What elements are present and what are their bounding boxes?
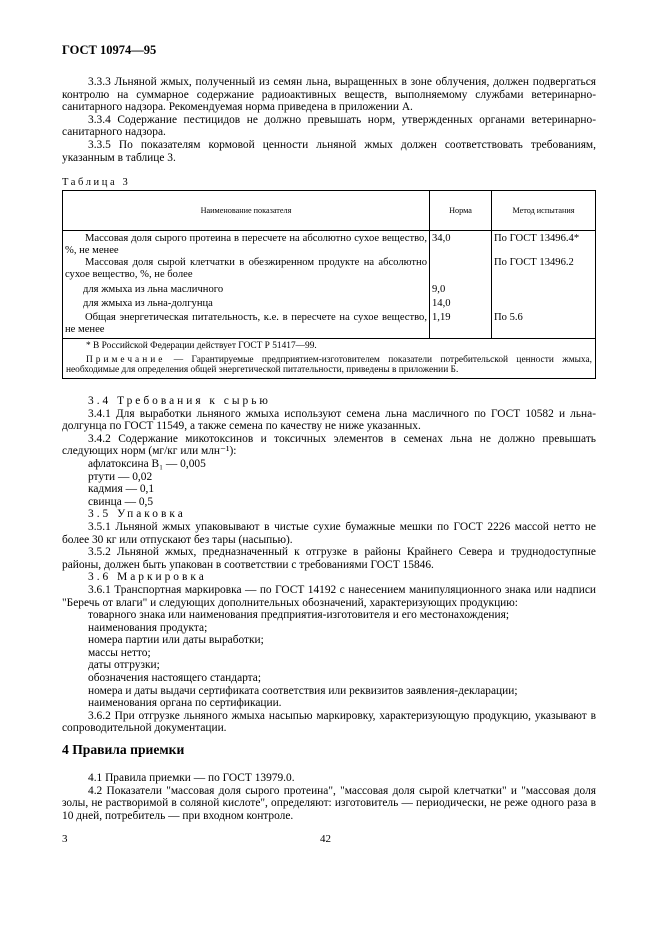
table-3 (62, 190, 596, 379)
table-cell-method: По 5.6 (492, 310, 596, 339)
section-3-5-heading: 3.5 Упаковка (88, 508, 186, 521)
marking-item: номера партии или даты выработки; (88, 634, 264, 647)
intro-section (62, 76, 596, 164)
table-cell-norm: 1,19 (430, 310, 492, 339)
table-cell-method (492, 281, 596, 296)
table-note (66, 355, 592, 376)
paragraph-3-6-1: 3.6.1 Транспортная маркировка — по ГОСТ 14192 с нанесением манипуляционного знака или надписи "Беречь от влаги" и следующих дополнительных обозначений, характеризующих продукцию: (62, 583, 596, 609)
marking-item: массы нетто; (88, 646, 151, 659)
table-cell-method (492, 296, 596, 310)
paragraph-3-6-2: 3.6.2 При отгрузке льняного жмыха насыпью маркировку, характеризующую продукцию, указывают в сопроводительной документации. (62, 709, 596, 735)
paragraph-3-4-1: 3.4.1 Для выработки льняного жмыха используют семена льна масличного по ГОСТ 10582 и льна-долгунца по ГОСТ 11549, а также семена по качеству не ниже указанных. (62, 407, 596, 433)
table-cell-name: Массовая доля сырой клетчатки в обезжиренном продукте на абсолютно сухое вещество, %, не более (63, 257, 430, 281)
table-header-row (63, 191, 596, 231)
table-row (63, 231, 596, 258)
table-footnote: * В Российской Федерации действует ГОСТ Р 51417—99. (86, 341, 317, 351)
table-cell-name: Массовая доля сырого протеина в пересчете на абсолютно сухое вещество, %, не менее (63, 231, 430, 258)
table-header-method: Метод испытания (492, 191, 596, 231)
paragraph-3-3-4: 3.3.4 Содержание пестицидов не должно превышать норм, утвержденных органами ветеринарно-санитарного надзора. (62, 113, 596, 139)
paragraph-3-3-3: 3.3.3 Льняной жмых, полученный из семян льна, выращенных в зоне облучения, должен подвергаться контролю на суммарное содержание радиоактивных веществ, выполняемому службами ветеринарно-санитарного надзора. Рекомендуемая норма приведена в приложении А. (62, 76, 596, 114)
paragraph-3-5-2: 3.5.2 Льняной жмых, предназначенный к отгрузке в районы Крайнего Севера и труднодоступные районы, должен быть упакован в соответствии с требованиями ГОСТ 15846. (62, 546, 596, 571)
table-caption: Таблица 3 (62, 177, 131, 188)
section-3-6-heading: 3.6 Маркировка (88, 571, 207, 584)
limit-item: кадмия — 0,1 (88, 483, 155, 496)
document-header: ГОСТ 10974—95 (62, 43, 157, 57)
limit-item: ртути — 0,02 (88, 470, 153, 483)
table-cell-norm (430, 257, 492, 281)
table-header-norm: Норма (430, 191, 492, 231)
table-row (63, 281, 596, 296)
table-note-text: — Гарантируемые предприятием-изготовителем показатели потребительской ценности жмыха, необходимые для определения общей энергетической питательности, приведены в приложении Б. (66, 354, 592, 376)
section-3-4-heading: 3.4 Требования к сырью (88, 395, 271, 407)
table-cell-method: По ГОСТ 13496.4* (492, 231, 596, 258)
section-4 (62, 772, 596, 822)
marking-item: товарного знака или наименования предприятия-изготовителя и его местонахождения; (88, 609, 509, 622)
table-cell-norm: 9,0 (430, 281, 492, 296)
marking-item: обозначения настоящего стандарта; (88, 672, 262, 685)
paragraph-4-2: 4.2 Показатели "массовая доля сырого протеина", "массовая доля сырой клетчатки" и "массовая доля золы, не растворимой в соляной кислоте", определяют: изготовитель — периодически, не реже одного раза в 10 дней, потребитель — при входном контроле. (62, 784, 596, 822)
section-4-title: 4 Правила приемки (62, 742, 185, 757)
table-cell-norm: 34,0 (430, 231, 492, 258)
marking-item: наименования продукта; (88, 621, 208, 634)
page-number-center: 42 (320, 833, 331, 845)
paragraph-3-5-1: 3.5.1 Льняной жмых упаковывают в чистые сухие бумажные мешки по ГОСТ 2226 массой нетто не более 30 кг или отпускают без тары (насыпью). (62, 520, 596, 546)
paragraph-3-4-2: 3.4.2 Содержание микотоксинов и токсичных элементов в семенах льна не должно превышать следующих норм (мг/кг или млн⁻¹): (62, 432, 596, 458)
table-cell-name: для жмыха из льна масличного (63, 281, 430, 296)
table-header-name: Наименование показателя (63, 191, 430, 231)
table-note-label: Примечание (86, 354, 166, 365)
table-cell-name: Общая энергетическая питательность, к.е. в пересчете на сухое вещество, не менее (63, 310, 430, 339)
marking-item: наименования органа по сертификации. (88, 697, 282, 710)
table-cell-norm: 14,0 (430, 296, 492, 310)
table-cell-name: для жмыха из льна-долгунца (63, 296, 430, 310)
table-cell-method: По ГОСТ 13496.2 (492, 257, 596, 281)
page-number-left: 3 (62, 833, 68, 845)
limit-item: свинца — 0,5 (88, 495, 154, 508)
marking-item: номера и даты выдачи сертификата соответствия или реквизитов заявления-декларации; (88, 684, 518, 697)
limit-item: афлатоксина B₁ — 0,005 (88, 457, 206, 470)
table-footnote-row (63, 339, 596, 379)
paragraph-4-1: 4.1 Правила приемки — по ГОСТ 13979.0. (88, 772, 295, 784)
marking-item: даты отгрузки; (88, 659, 160, 672)
section-3-4 (62, 395, 596, 735)
table-row (63, 296, 596, 310)
paragraph-3-3-5: 3.3.5 По показателям кормовой ценности льняной жмых должен соответствовать требованиям, указанным в таблице 3. (62, 138, 596, 164)
table-row (63, 257, 596, 281)
table-footnote-cell (63, 339, 596, 379)
table-row (63, 310, 596, 339)
